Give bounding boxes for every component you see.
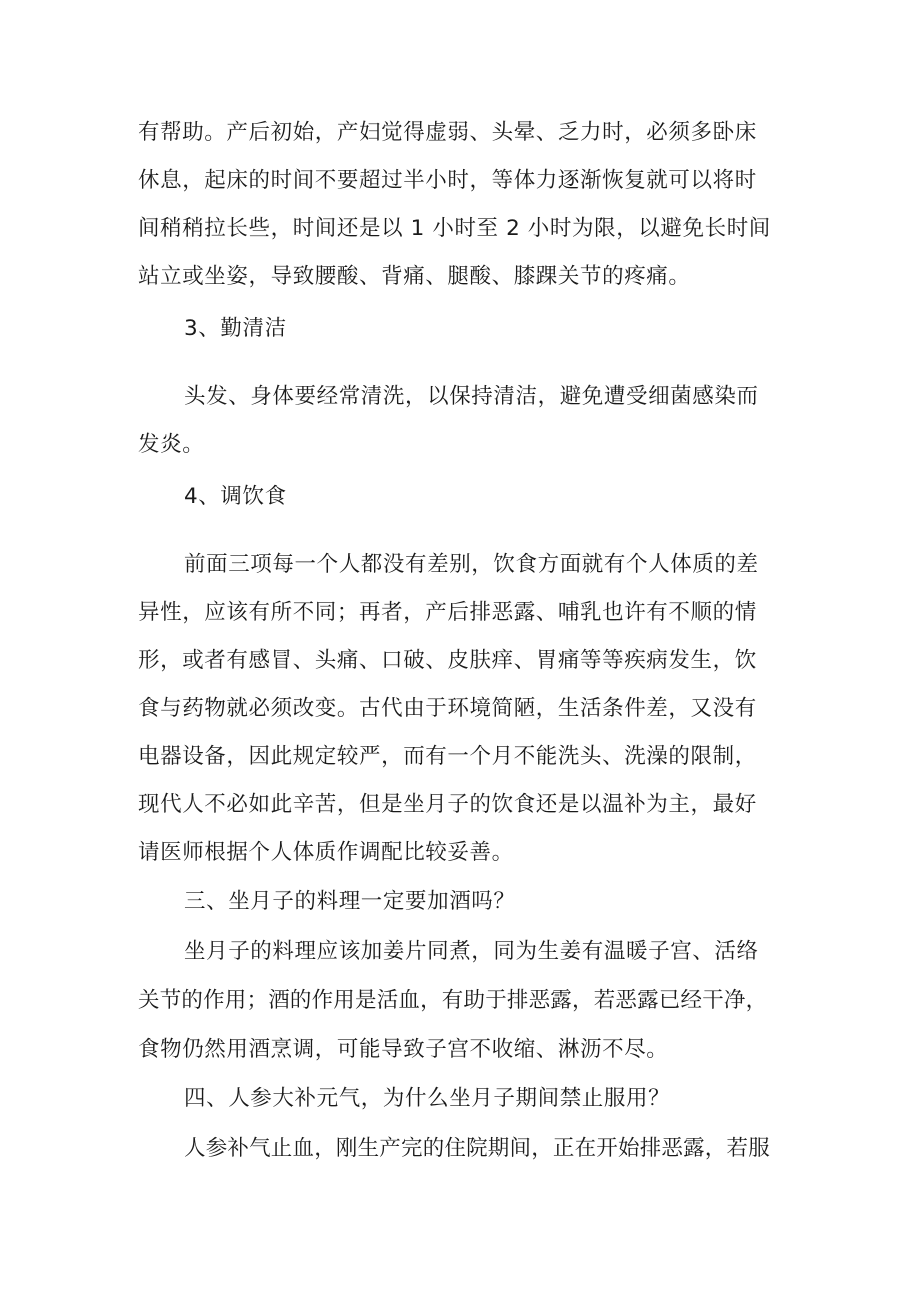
paragraph-line: 休息，起床的时间不要超过半小时，等体力逐渐恢复就可以将时 [138,168,757,193]
paragraph-line: 间稍稍拉长些，时间还是以 1 小时至 2 小时为限，以避免长时间 [138,216,771,241]
paragraph-line: 现代人不必如此辛苦，但是坐月子的饮食还是以温补为主，最好 [138,792,757,817]
paragraph-line: 站立或坐姿，导致腰酸、背痛、腿酸、膝踝关节的疼痛。 [138,264,691,289]
paragraph-line: 有帮助。产后初始，产妇觉得虚弱、头晕、乏力时，必须多卧床 [138,120,757,145]
paragraph-line: 食物仍然用酒烹调，可能导致子宫不收缩、淋沥不尽。 [138,1037,669,1062]
paragraph-line: 人参补气止血，刚生产完的住院期间，正在开始排恶露，若服 [184,1136,770,1161]
paragraph-line: 形，或者有感冒、头痛、口破、皮肤痒、胃痛等等疾病发生，饮 [138,648,757,673]
subheading-clean: 3、勤清洁 [184,316,287,341]
paragraph-line: 前面三项每一个人都没有差别，饮食方面就有个人体质的差 [184,552,759,577]
paragraph-line: 发炎。 [138,432,205,457]
paragraph-line: 请医师根据个人体质作调配比较妥善。 [138,840,514,865]
section-title: 三、坐月子的料理一定要加酒吗？ [184,889,516,914]
section-title: 四、人参大补元气，为什么坐月子期间禁止服用？ [184,1086,671,1111]
subheading-diet: 4、调饮食 [184,484,287,509]
paragraph-line: 关节的作用；酒的作用是活血，有助于排恶露，若恶露已经干净， [138,988,768,1013]
paragraph-line: 头发、身体要经常清洗，以保持清洁，避免遭受细菌感染而 [184,384,759,409]
paragraph-line: 坐月子的料理应该加姜片同煮，同为生姜有温暖子宫、活络 [184,939,759,964]
paragraph-line: 食与药物就必须改变。古代由于环境简陋，生活条件差，又没有 [138,696,757,721]
paragraph-line: 电器设备，因此规定较严，而有一个月不能洗头、洗澡的限制， [138,744,757,769]
paragraph-line: 异性，应该有所不同；再者，产后排恶露、哺乳也许有不顺的情 [138,600,757,625]
